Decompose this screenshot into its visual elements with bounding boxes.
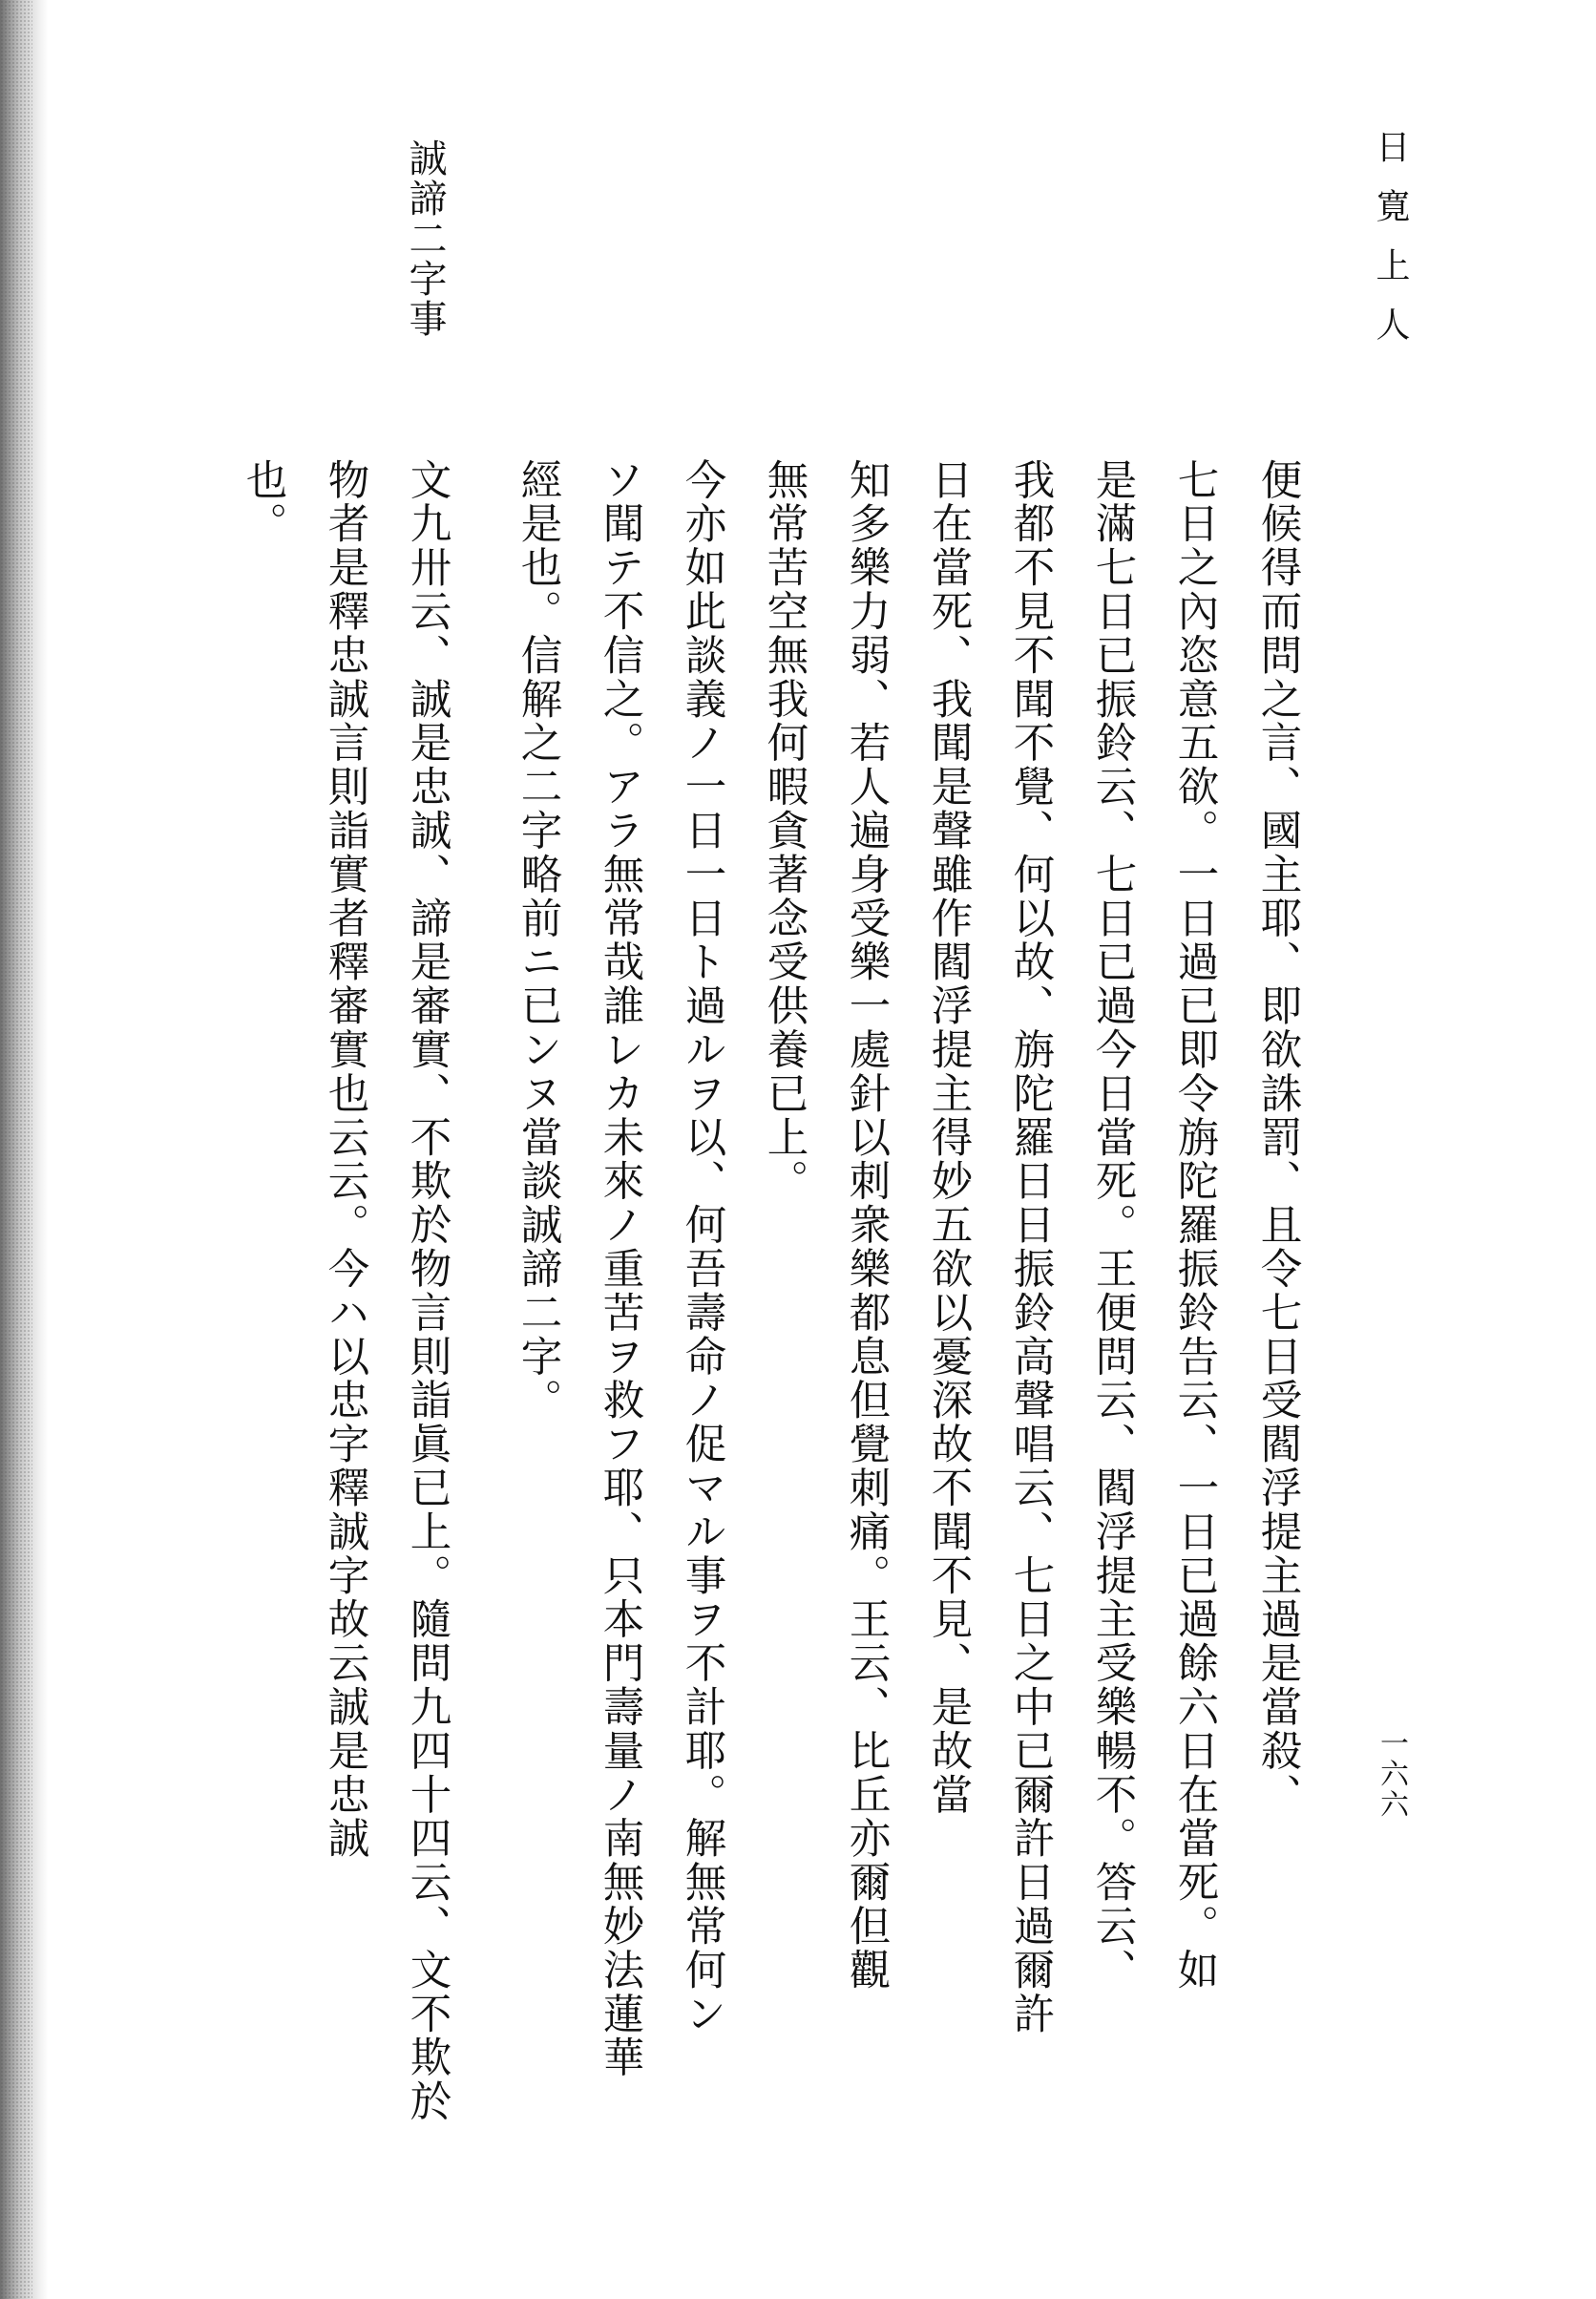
body-column-7: 無常苦空無我何暇貪著念受供養已上。 xyxy=(760,458,808,1204)
body-column-4: 我都不見不聞不覺、何以故、旃陀羅日日振鈴高聲唱云、七日之中已爾許日過爾許 xyxy=(1006,458,1055,2036)
body-column-10: 經是也。信解之二字略前ニ已ンヌ當談誠諦二字。 xyxy=(514,458,562,1423)
body-column-1: 便候得而問之言、國主耶、即欲誅罰、且令七日受閻浮提主過是當殺、 xyxy=(1253,458,1302,1817)
running-header: 日寛上人 xyxy=(1371,129,1410,366)
body-column-6: 知多樂力弱、若人遍身受樂一處針以刺衆樂都息但覺刺痛。王云、比丘亦爾但觀 xyxy=(842,458,891,1993)
body-column-9: ソ聞テ不信之。アラ無常哉誰レカ未來ノ重苦ヲ救フ耶、只本門壽量ノ南無妙法蓮華 xyxy=(596,458,644,2080)
page-number: 一六六 xyxy=(1375,1728,1408,1820)
body-column-11: 文九卅云、誠是忠誠、諦是審實、不欺於物言則詣眞已上。隨問九四十四云、文不欺於 xyxy=(403,458,452,2124)
section-heading: 誠諦二字事 xyxy=(403,138,447,339)
body-column-2: 七日之內恣意五欲。一日過已即令旃陀羅振鈴告云、一日已過餘六日在當死。如 xyxy=(1170,458,1219,1993)
body-column-5: 日在當死、我聞是聲雖作閻浮提主得妙五欲以憂深故不聞不見、是故當 xyxy=(924,458,973,1817)
body-column-3: 是滿七日已振鈴云、七日已過今日當死。王便問云、閻浮提主受樂暢不。答云、 xyxy=(1088,458,1137,1993)
scan-spine-texture xyxy=(0,0,32,2299)
body-column-12: 物者是釋忠誠言則詣實者釋審實也云云。今ハ以忠字釋誠字故云誠是忠誠 xyxy=(321,458,369,1861)
body-column-13: 也。 xyxy=(239,458,287,546)
body-column-8: 今亦如此談義ノ一日一日ト過ルヲ以、何吾壽命ノ促マル事ヲ不計耶。解無常何ン xyxy=(678,458,726,2036)
